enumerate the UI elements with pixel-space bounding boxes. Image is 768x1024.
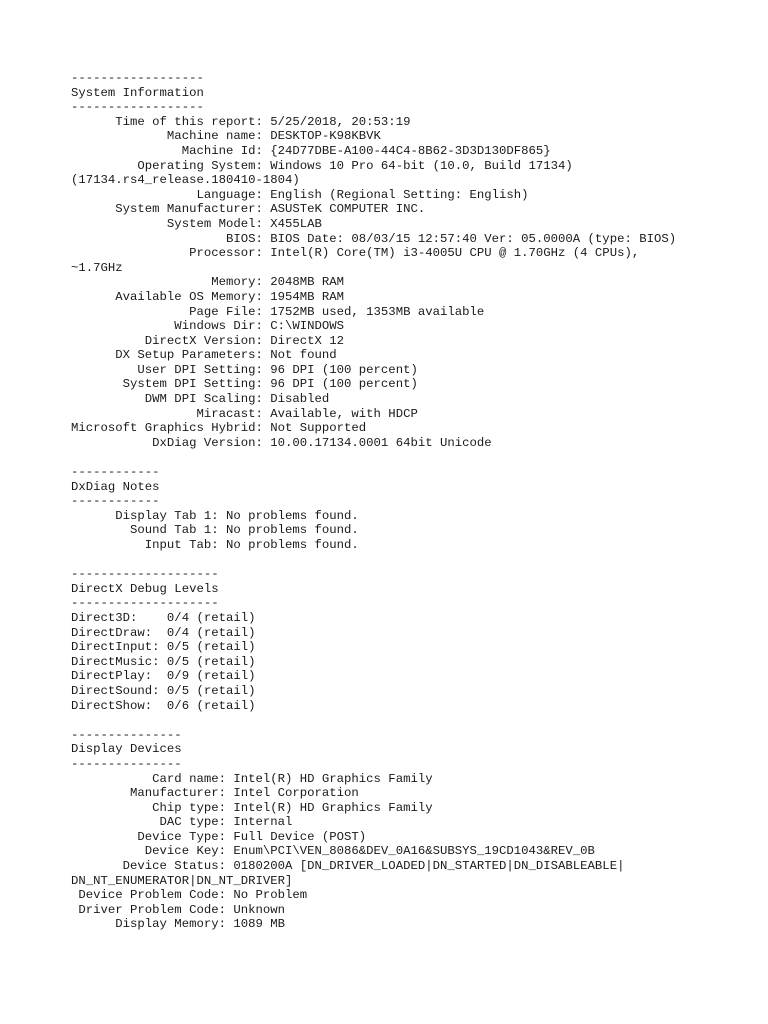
section-rule: -------------------- <box>71 596 219 611</box>
section-rule: ------------ <box>71 494 160 509</box>
card-name-line: Card name: Intel(R) HD Graphics Family <box>71 771 433 786</box>
sound-tab-note-line: Sound Tab 1: No problems found. <box>71 523 359 538</box>
direct3d-line: Direct3D: 0/4 (retail) <box>71 610 256 625</box>
directshow-line: DirectShow: 0/6 (retail) <box>71 698 256 713</box>
memory-line: Memory: 2048MB RAM <box>71 275 345 290</box>
blank-line <box>71 450 761 465</box>
system-dpi-setting-line: System DPI Setting: 96 DPI (100 percent) <box>71 377 418 392</box>
section-title-system-information: System Information <box>71 85 204 100</box>
display-memory-line: Display Memory: 1089 MB <box>71 917 286 932</box>
section-rule: ------------------ <box>71 100 204 115</box>
operating-system-line: Operating System: Windows 10 Pro 64-bit (10.0, Build 17134) <box>71 158 573 173</box>
blank-line <box>71 713 761 728</box>
device-status-line-wrap: DN_NT_ENUMERATOR|DN_NT_DRIVER] <box>71 873 293 888</box>
input-tab-note-line: Input Tab: No problems found. <box>71 538 359 552</box>
dxdiag-version-line: DxDiag Version: 10.00.17134.0001 64bit Unicode <box>71 435 492 450</box>
display-tab-note-line: Display Tab 1: No problems found. <box>71 508 359 523</box>
section-rule: --------------- <box>71 727 182 742</box>
directinput-line: DirectInput: 0/5 (retail) <box>71 640 256 655</box>
dwm-dpi-scaling-line: DWM DPI Scaling: Disabled <box>71 392 330 407</box>
device-problem-code-line: Device Problem Code: No Problem <box>71 888 308 903</box>
section-title-debug-levels: DirectX Debug Levels <box>71 581 219 596</box>
machine-name-line: Machine name: DESKTOP-K98KBVK <box>71 129 381 144</box>
section-title-display-devices: Display Devices <box>71 742 182 757</box>
available-os-memory-line: Available OS Memory: 1954MB RAM <box>71 289 345 304</box>
section-rule: --------------- <box>71 756 182 771</box>
driver-problem-code-line: Driver Problem Code: Unknown <box>71 902 286 917</box>
processor-line: Processor: Intel(R) Core(TM) i3-4005U CPU @ 1.70GHz (4 CPUs), <box>71 246 640 261</box>
manufacturer-line: Manufacturer: Intel Corporation <box>71 786 359 801</box>
dxdiag-report-text <box>71 71 761 932</box>
directx-version-line: DirectX Version: DirectX 12 <box>71 333 345 348</box>
page-file-line: Page File: 1752MB used, 1353MB available <box>71 304 485 319</box>
system-model-line: System Model: X455LAB <box>71 216 322 231</box>
device-type-line: Device Type: Full Device (POST) <box>71 829 367 844</box>
processor-line-wrap: ~1.7GHz <box>71 260 123 275</box>
directsound-line: DirectSound: 0/5 (retail) <box>71 683 256 698</box>
device-key-line: Device Key: Enum\PCI\VEN_8086&DEV_0A16&SUBSYS_19CD1043&REV_0B <box>71 844 595 859</box>
section-rule: ------------ <box>71 465 160 480</box>
directmusic-line: DirectMusic: 0/5 (retail) <box>71 654 256 669</box>
blank-line <box>71 553 761 568</box>
language-line: Language: English (Regional Setting: English) <box>71 187 529 202</box>
section-rule: -------------------- <box>71 567 219 582</box>
operating-system-line-wrap: (17134.rs4_release.180410-1804) <box>71 173 300 188</box>
machine-id-line: Machine Id: {24D77DBE-A100-44C4-8B62-3D3D130DF865} <box>71 143 551 158</box>
directplay-line: DirectPlay: 0/9 (retail) <box>71 669 256 684</box>
dac-type-line: DAC type: Internal <box>71 815 293 830</box>
user-dpi-setting-line: User DPI Setting: 96 DPI (100 percent) <box>71 362 418 377</box>
directdraw-line: DirectDraw: 0/4 (retail) <box>71 625 256 640</box>
system-manufacturer-line: System Manufacturer: ASUSTeK COMPUTER INC. <box>71 202 426 217</box>
section-title-dxdiag-notes: DxDiag Notes <box>71 479 160 494</box>
section-rule: ------------------ <box>71 71 204 85</box>
time-of-report-line: Time of this report: 5/25/2018, 20:53:19 <box>71 114 411 129</box>
bios-line: BIOS: BIOS Date: 08/03/15 12:57:40 Ver: 05.0000A (type: BIOS) <box>71 231 677 246</box>
miracast-line: Miracast: Available, with HDCP <box>71 406 418 421</box>
device-status-line: Device Status: 0180200A [DN_DRIVER_LOADED|DN_STARTED|DN_DISABLEABLE| <box>71 859 625 874</box>
chip-type-line: Chip type: Intel(R) HD Graphics Family <box>71 800 433 815</box>
windows-dir-line: Windows Dir: C:\WINDOWS <box>71 319 345 334</box>
graphics-hybrid-line: Microsoft Graphics Hybrid: Not Supported <box>71 421 367 436</box>
dx-setup-parameters-line: DX Setup Parameters: Not found <box>71 348 337 363</box>
